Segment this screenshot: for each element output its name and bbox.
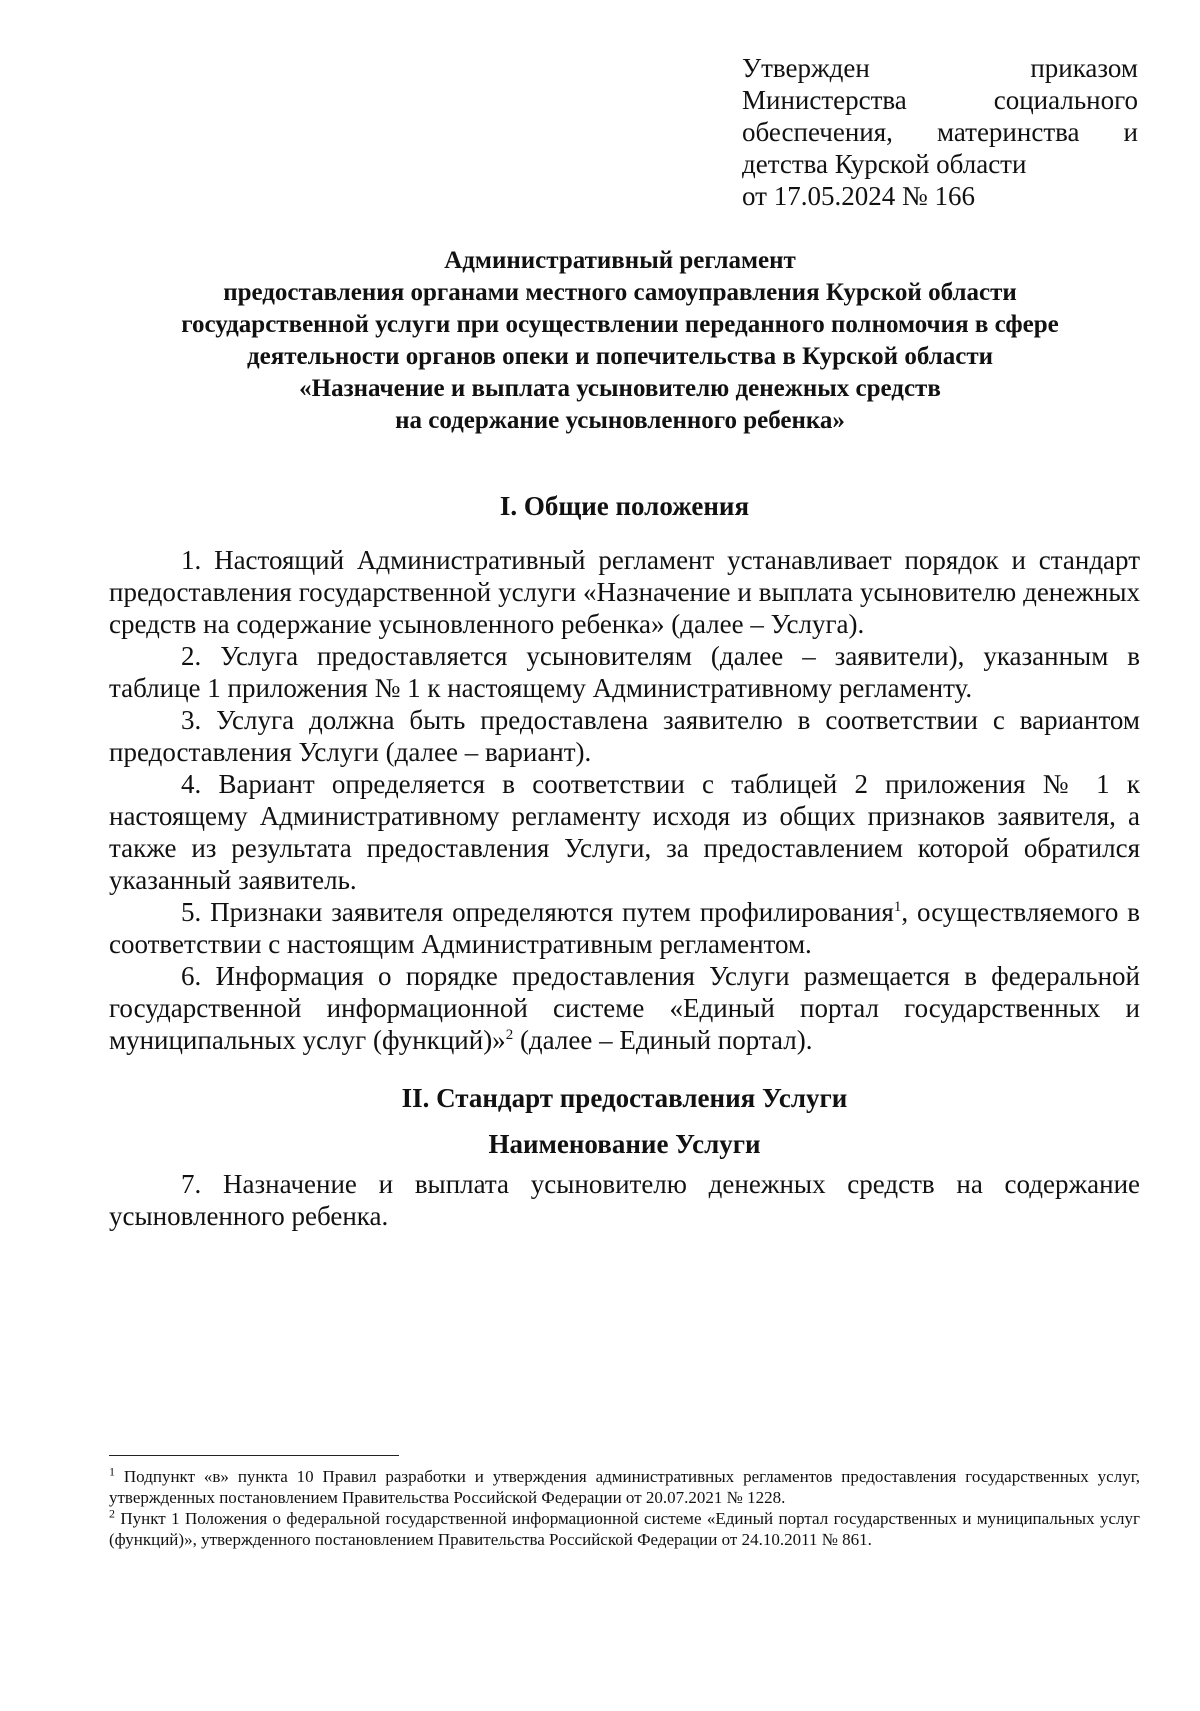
paragraph-4: 4. Вариант определяется в соответствии с таблицей 2 приложения № 1 к настоящему Административному регламенту исходя из общих признаков заявителя, а также из результата предоставления Услуги, за предоставлением которой обратился указанный заявитель. <box>109 769 1140 895</box>
paragraph-3: 3. Услуга должна быть предоставлена заявителю в соответствии с вариантом предоставления Услуги (далее – вариант). <box>109 705 1140 767</box>
paragraph-1: 1. Настоящий Административный регламент устанавливает порядок и стандарт предоставления государственной услуги «Назначение и выплата усыновителю денежных средств на содержание усыновленного ребенка» (далее – Услуга). <box>109 545 1140 639</box>
approval-line: обеспечения, материнства и <box>742 117 1138 147</box>
footnote-divider <box>109 1455 399 1456</box>
paragraph-5 <box>109 896 1140 960</box>
title-line: Административный регламент <box>444 247 796 274</box>
footnote-1 <box>109 1466 1140 1508</box>
paragraph-6 <box>109 960 1140 1056</box>
section-heading: I. Общие положения <box>499 491 750 521</box>
footnote-2 <box>109 1508 1140 1550</box>
footnote-text: Пункт 1 Положения о федеральной государственной информационной системе «Единый портал государственных и муниципальных услуг (функций)», утвержденного постановлением Правительства Российской Федерации от 24.10.2011 № 861. <box>109 1509 1140 1549</box>
subsection-heading: Наименование Услуги <box>488 1129 761 1159</box>
approval-line: детства Курской области <box>742 149 1027 179</box>
footnote-text: Подпункт «в» пункта 10 Правил разработки и утверждения административных регламентов предоставления государственных услуг, утвержденных постановлением Правительства Российской Федерации от 20.07.2021 № 1228. <box>109 1467 1140 1507</box>
document-title <box>100 245 1140 437</box>
paragraph-6-text-cont: (далее – Единый портал). <box>513 1025 813 1055</box>
section-heading: II. Стандарт предоставления Услуги <box>401 1083 848 1113</box>
paragraph-6-text: 6. Информация о порядке предоставления Услуги размещается в федеральной государственной информационной системе «Единый портал государственных и муниципальных услуг (функций)» <box>109 961 1140 1055</box>
title-line: государственной услуги при осуществлении переданного полномочия в сфере <box>181 311 1059 338</box>
title-line: деятельности органов опеки и попечительства в Курской области <box>246 343 994 370</box>
title-line: «Назначение и выплата усыновителю денежных средств <box>299 375 941 402</box>
document-body <box>109 490 1140 1232</box>
approval-order-number: от 17.05.2024 № 166 <box>742 181 975 211</box>
title-line: предоставления органами местного самоуправления Курской области <box>223 279 1017 306</box>
paragraph-2: 2. Услуга предоставляется усыновителям (далее – заявители), указанным в таблице 1 приложения № 1 к настоящему Административному регламенту. <box>109 641 1140 703</box>
paragraph-5-text-cont: , осуществляемого в соответствии с настоящим Административным регламентом. <box>109 897 1140 959</box>
paragraph-5-text: 5. Признаки заявителя определяются путем профилирования <box>181 897 894 927</box>
footnote-number: 2 <box>109 1506 115 1521</box>
footnotes <box>109 1466 1140 1550</box>
approval-line: Министерства социального <box>742 85 1138 115</box>
approval-line: Утвержден приказом <box>742 53 1138 83</box>
footnote-ref-1: 1 <box>893 899 902 915</box>
title-line: на содержание усыновленного ребенка» <box>395 407 845 434</box>
footnote-ref-2: 2 <box>505 1027 514 1043</box>
paragraph-7: 7. Назначение и выплата усыновителю денежных средств на содержание усыновленного ребенка. <box>109 1169 1140 1231</box>
footnote-number: 1 <box>109 1464 115 1479</box>
approval-stamp <box>742 52 1138 212</box>
